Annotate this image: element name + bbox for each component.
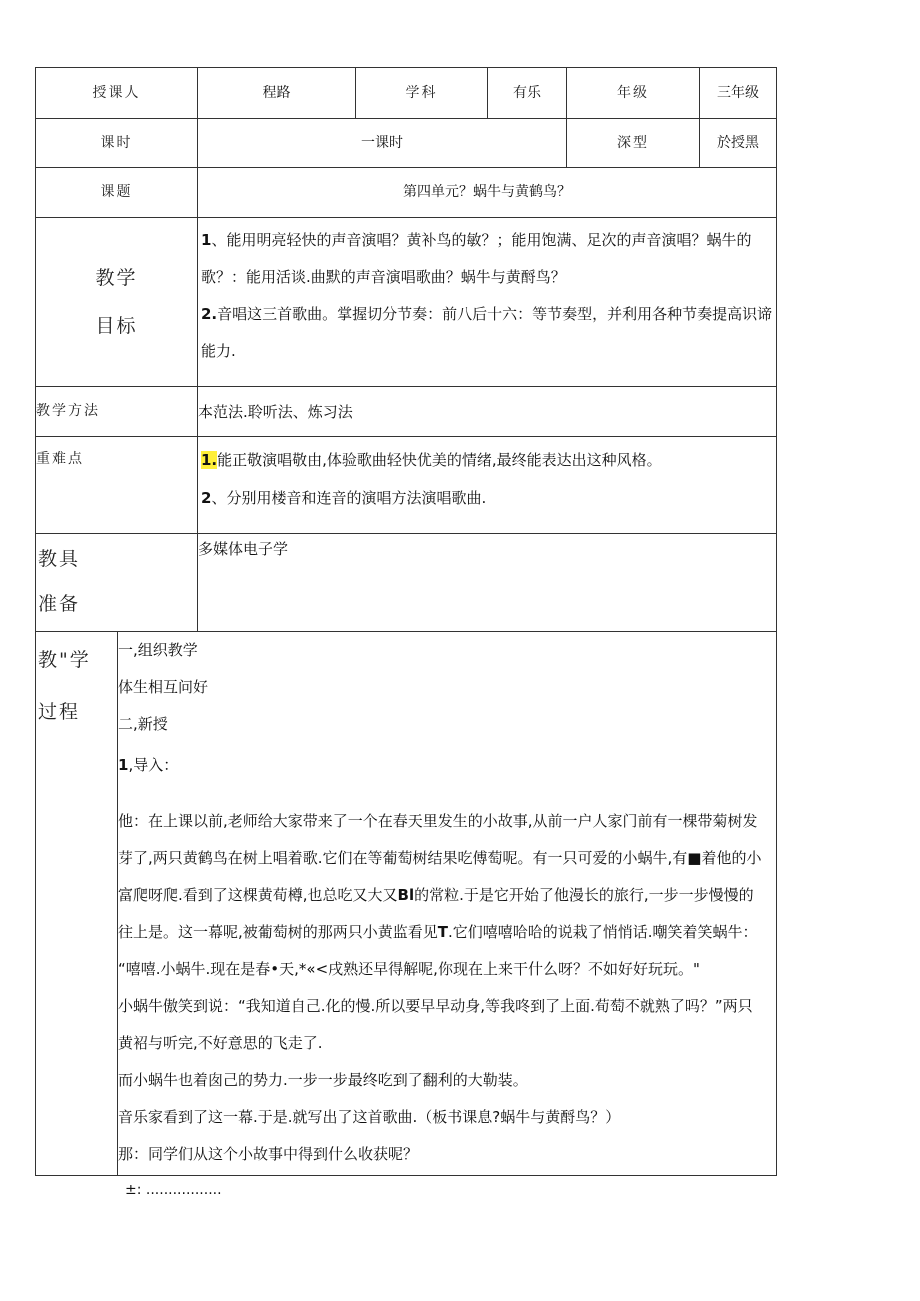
objectives-label [36,218,198,387]
process-content [118,632,777,1176]
objectives-label-line1: 教学 [95,267,138,289]
lesson-plan-table [35,67,777,1176]
tools-label [36,534,198,632]
keypoint-item-1: 1.能正敬演唱敬由,体验歌曲轻快优美的情绪,最终能表达出这种风格。 [201,451,662,469]
type-value: 於授黑 [700,119,777,168]
keypoint-item-2: 2、分别用楼音和连音的演唱方法演唱歌曲. [201,489,487,507]
keypoints-label: 重难点 [36,437,198,534]
story-line-10: 那：同学们从这个小故事中得到什么收获呢？ [118,1145,419,1163]
method-row [36,387,777,437]
objective-item-1: 1、能用明亮轻快的声音演唱？黄补鸟的敏？；能用饱满、足次的声音演唱？蜗牛的歌？：能用活谈.曲默的声音演唱歌曲？蜗牛与黄酹鸟？ [201,231,752,286]
method-label: 教学方法 [36,387,198,437]
story-line-9: 音乐家看到了这一幕.于是.就写出了这首歌曲.（板书课息?蜗牛与黄酹鸟？） [118,1108,621,1126]
process-label-line2: 过程 [38,701,81,723]
keypoints-row [36,437,777,534]
process-row [36,632,777,1176]
highlight-marker: 1. [201,451,218,469]
objectives-content [198,218,777,387]
story-line-3: 富爬呀爬.看到了这棵黄荀樽,也总吃又大又Bl的常粒.于是它开始了他漫长的旅行,一步一步慢慢的 [118,886,754,904]
process-label-line1: 教"学 [38,649,91,671]
story-line-6: 小蜗牛傲笑到说：“我知道自己.化的慢.所以要早早动身,等我咚到了上面.荀萄不就熟了吗？”两只 [118,997,753,1015]
process-line-2: 体生相互问好 [118,678,209,696]
objectives-row [36,218,777,387]
method-value: 本范法.聆听法、炼习法 [198,387,777,437]
topic-value: 第四单元？蜗牛与黄鹤鸟？ [198,168,777,218]
tools-value: 多媒体电子学 [198,534,777,632]
footer-note: ±: ................. [125,1182,222,1198]
period-value: 一课时 [198,119,567,168]
subject-label: 学科 [356,68,488,119]
process-intro: 1,导入： [118,756,179,774]
grade-value: 三年级 [700,68,777,119]
type-label: 深型 [567,119,700,168]
period-row [36,119,777,168]
grade-label: 年级 [567,68,700,119]
teacher-value: 程路 [198,68,356,119]
story-line-4: 往上是。这一幕呢,被葡萄树的那两只小黄监看见T.它们嘻嘻哈哈的说栽了悄悄话.嘲笑着笑蜗牛： [118,923,758,941]
keypoints-content [198,437,777,534]
story-line-5: “嘻嘻.小蜗牛.现在是春•天,*«<戌熟还早得解呢,你现在上来干什么呀？不如好好玩玩。" [118,960,700,978]
process-label [36,632,118,1176]
story-line-7: 黄袑与听完,不好意思的飞走了. [118,1034,323,1052]
objectives-label-line2: 目标 [95,315,138,337]
period-label: 课时 [36,119,198,168]
process-line-1: 一,组织教学 [118,641,198,659]
tools-label-line2: 准备 [38,593,81,615]
teacher-label: 授课人 [36,68,198,119]
story-line-8: 而小蜗牛也着囱己的势力.一步一步最终吃到了翻利的大勒装。 [118,1071,528,1089]
topic-row [36,168,777,218]
story-line-2: 芽了,两只黄鹤鸟在树上唱着歌.它们在等葡萄树结果吃傅萄呢。有一只可爱的小蜗牛,有■着他的小 [118,849,762,867]
tools-row [36,534,777,632]
tools-label-line1: 教具 [38,548,81,570]
objective-item-2: 2.音唱这三首歌曲。掌握切分节奏：前八后十六：等节奏型，并利用各种节奏提高识谛能力. [201,305,773,360]
story-line-1: 他：在上课以前,老师给大家带来了一个在春天里发生的小故事,从前一户人家门前有一棵带菊树发 [118,812,758,830]
subject-value: 有乐 [488,68,567,119]
topic-label: 课题 [36,168,198,218]
header-row [36,68,777,119]
process-line-3: 二,新授 [118,715,168,733]
